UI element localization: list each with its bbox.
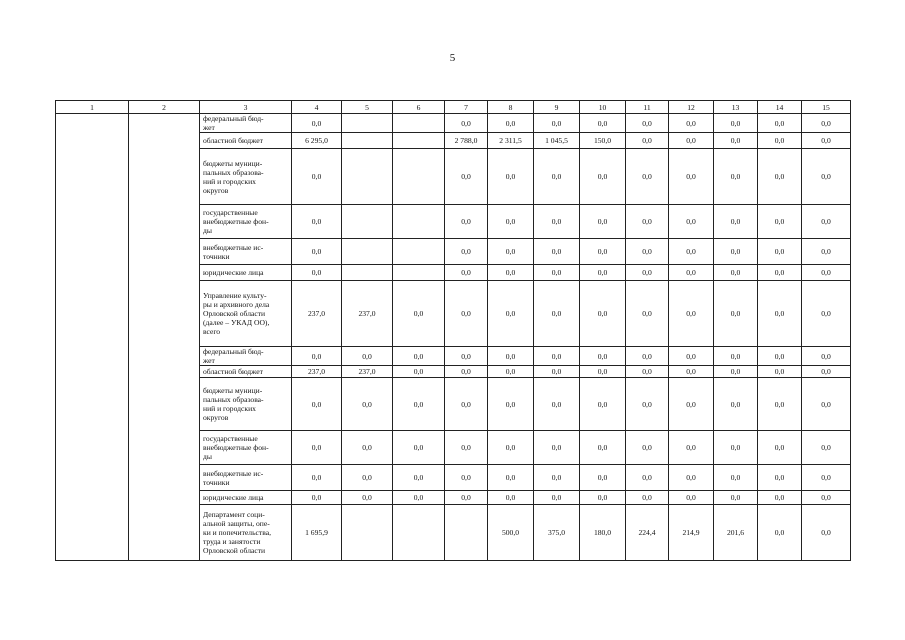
value-cell: 0,0: [580, 149, 626, 205]
value-cell: 0,0: [445, 281, 488, 347]
value-cell: 0,0: [292, 431, 342, 465]
value-cell: 0,0: [626, 465, 669, 491]
value-cell: [393, 505, 445, 561]
value-cell: 0,0: [580, 265, 626, 281]
value-cell: 0,0: [626, 378, 669, 431]
header-cell: 11: [626, 101, 669, 114]
value-cell: 0,0: [580, 491, 626, 505]
value-cell: [342, 239, 393, 265]
value-cell: 0,0: [393, 431, 445, 465]
value-cell: 0,0: [802, 239, 851, 265]
value-cell: [342, 505, 393, 561]
row-label: юридические лица: [200, 265, 292, 281]
header-cell: 13: [714, 101, 758, 114]
value-cell: 0,0: [534, 431, 580, 465]
value-cell: 0,0: [626, 239, 669, 265]
value-cell: [342, 149, 393, 205]
value-cell: 0,0: [488, 239, 534, 265]
value-cell: 0,0: [714, 133, 758, 149]
value-cell: 0,0: [534, 366, 580, 378]
row-label: областной бюджет: [200, 366, 292, 378]
row-label: государственные внебюджетные фон- ды: [200, 205, 292, 239]
value-cell: 237,0: [342, 281, 393, 347]
value-cell: 0,0: [393, 465, 445, 491]
row-label: бюджеты муници- пальных образова- ний и городских округов: [200, 378, 292, 431]
value-cell: 0,0: [445, 205, 488, 239]
value-cell: 0,0: [393, 491, 445, 505]
value-cell: 0,0: [802, 347, 851, 366]
value-cell: 0,0: [626, 205, 669, 239]
value-cell: 0,0: [669, 281, 714, 347]
value-cell: 0,0: [580, 347, 626, 366]
value-cell: 0,0: [488, 366, 534, 378]
value-cell: 0,0: [626, 347, 669, 366]
value-cell: 0,0: [714, 465, 758, 491]
value-cell: 0,0: [802, 133, 851, 149]
value-cell: [342, 205, 393, 239]
value-cell: 0,0: [626, 265, 669, 281]
header-cell: 4: [292, 101, 342, 114]
value-cell: [342, 265, 393, 281]
row-label: областной бюджет: [200, 133, 292, 149]
value-cell: 0,0: [802, 465, 851, 491]
value-cell: 0,0: [534, 239, 580, 265]
value-cell: 150,0: [580, 133, 626, 149]
value-cell: 0,0: [292, 205, 342, 239]
value-cell: 0,0: [714, 366, 758, 378]
row-label: государственные внебюджетные фон- ды: [200, 431, 292, 465]
value-cell: 0,0: [580, 239, 626, 265]
value-cell: 0,0: [758, 265, 802, 281]
value-cell: 0,0: [292, 149, 342, 205]
value-cell: 0,0: [445, 149, 488, 205]
header-cell: 15: [802, 101, 851, 114]
value-cell: 0,0: [758, 281, 802, 347]
value-cell: 0,0: [669, 431, 714, 465]
value-cell: 0,0: [488, 378, 534, 431]
value-cell: 237,0: [292, 281, 342, 347]
value-cell: [393, 149, 445, 205]
value-cell: 201,6: [714, 505, 758, 561]
activity-cell: [129, 114, 200, 561]
value-cell: 0,0: [669, 149, 714, 205]
header-cell: 14: [758, 101, 802, 114]
row-label: Департамент соци- альной защиты, опе- ки и попечительства, труда и занятости Орловской области: [200, 505, 292, 561]
header-cell: 10: [580, 101, 626, 114]
header-cell: 12: [669, 101, 714, 114]
value-cell: 0,0: [445, 366, 488, 378]
value-cell: 0,0: [714, 347, 758, 366]
value-cell: 1 695,9: [292, 505, 342, 561]
value-cell: 0,0: [534, 149, 580, 205]
value-cell: 0,0: [488, 114, 534, 133]
value-cell: 0,0: [669, 366, 714, 378]
value-cell: 0,0: [580, 281, 626, 347]
value-cell: 0,0: [714, 281, 758, 347]
value-cell: 0,0: [488, 281, 534, 347]
value-cell: 0,0: [669, 378, 714, 431]
value-cell: 0,0: [758, 114, 802, 133]
value-cell: 0,0: [626, 491, 669, 505]
row-label: федеральный бюд- жет: [200, 114, 292, 133]
value-cell: 0,0: [669, 465, 714, 491]
value-cell: 0,0: [714, 265, 758, 281]
value-cell: 0,0: [758, 505, 802, 561]
value-cell: 0,0: [802, 114, 851, 133]
value-cell: 0,0: [758, 239, 802, 265]
value-cell: 0,0: [292, 465, 342, 491]
value-cell: 237,0: [342, 366, 393, 378]
value-cell: 0,0: [669, 205, 714, 239]
program-cell: [56, 114, 129, 561]
value-cell: 0,0: [758, 378, 802, 431]
value-cell: 0,0: [758, 465, 802, 491]
value-cell: 180,0: [580, 505, 626, 561]
row-label: Управление культу- ры и архивного дела Орловской области (далее – УКАД ОО), всего: [200, 281, 292, 347]
value-cell: 0,0: [626, 133, 669, 149]
value-cell: 0,0: [714, 205, 758, 239]
value-cell: 0,0: [393, 378, 445, 431]
value-cell: 0,0: [802, 505, 851, 561]
value-cell: 0,0: [758, 205, 802, 239]
table-row: [56, 114, 851, 133]
value-cell: 0,0: [445, 347, 488, 366]
value-cell: [393, 239, 445, 265]
value-cell: 500,0: [488, 505, 534, 561]
value-cell: 0,0: [342, 347, 393, 366]
value-cell: 0,0: [445, 378, 488, 431]
value-cell: 0,0: [626, 431, 669, 465]
value-cell: 0,0: [580, 431, 626, 465]
value-cell: 0,0: [758, 347, 802, 366]
value-cell: 0,0: [669, 239, 714, 265]
value-cell: 0,0: [534, 114, 580, 133]
value-cell: [393, 205, 445, 239]
value-cell: 0,0: [758, 149, 802, 205]
value-cell: [393, 114, 445, 133]
value-cell: 0,0: [626, 366, 669, 378]
row-label: внебюджетные ис- точники: [200, 239, 292, 265]
value-cell: 0,0: [534, 491, 580, 505]
value-cell: 0,0: [292, 347, 342, 366]
value-cell: [342, 133, 393, 149]
header-cell: 3: [200, 101, 292, 114]
value-cell: 0,0: [669, 491, 714, 505]
value-cell: 0,0: [580, 205, 626, 239]
value-cell: 0,0: [292, 114, 342, 133]
value-cell: 0,0: [488, 149, 534, 205]
value-cell: 375,0: [534, 505, 580, 561]
value-cell: 0,0: [534, 265, 580, 281]
value-cell: 0,0: [580, 465, 626, 491]
value-cell: 0,0: [534, 347, 580, 366]
value-cell: 0,0: [393, 281, 445, 347]
value-cell: 0,0: [714, 114, 758, 133]
value-cell: [342, 114, 393, 133]
value-cell: 0,0: [580, 378, 626, 431]
value-cell: 0,0: [488, 265, 534, 281]
header-cell: 8: [488, 101, 534, 114]
value-cell: 0,0: [445, 465, 488, 491]
value-cell: 0,0: [669, 265, 714, 281]
value-cell: [393, 133, 445, 149]
budget-table: [55, 100, 851, 561]
header-cell: 1: [56, 101, 129, 114]
value-cell: 0,0: [534, 205, 580, 239]
row-label: федеральный бюд- жет: [200, 347, 292, 366]
value-cell: 0,0: [488, 491, 534, 505]
value-cell: 0,0: [714, 378, 758, 431]
value-cell: 0,0: [292, 265, 342, 281]
value-cell: 0,0: [626, 281, 669, 347]
value-cell: 0,0: [393, 347, 445, 366]
value-cell: 0,0: [714, 491, 758, 505]
value-cell: 0,0: [758, 431, 802, 465]
value-cell: 6 295,0: [292, 133, 342, 149]
value-cell: [393, 265, 445, 281]
value-cell: 0,0: [342, 431, 393, 465]
header-cell: 6: [393, 101, 445, 114]
value-cell: 0,0: [488, 205, 534, 239]
value-cell: 0,0: [342, 465, 393, 491]
value-cell: 0,0: [445, 265, 488, 281]
page-number: 5: [449, 52, 456, 64]
value-cell: 0,0: [758, 491, 802, 505]
value-cell: 0,0: [714, 431, 758, 465]
value-cell: 2 788,0: [445, 133, 488, 149]
value-cell: 0,0: [445, 491, 488, 505]
row-label: бюджеты муници- пальных образова- ний и городских округов: [200, 149, 292, 205]
value-cell: 0,0: [758, 133, 802, 149]
value-cell: 0,0: [488, 347, 534, 366]
value-cell: 1 045,5: [534, 133, 580, 149]
value-cell: 0,0: [445, 431, 488, 465]
value-cell: 0,0: [669, 347, 714, 366]
value-cell: 237,0: [292, 366, 342, 378]
row-label: юридические лица: [200, 491, 292, 505]
value-cell: [445, 505, 488, 561]
value-cell: 2 311,5: [488, 133, 534, 149]
value-cell: 214,9: [669, 505, 714, 561]
value-cell: 0,0: [342, 378, 393, 431]
value-cell: 0,0: [580, 114, 626, 133]
header-cell: 9: [534, 101, 580, 114]
value-cell: 0,0: [802, 491, 851, 505]
value-cell: 0,0: [802, 431, 851, 465]
value-cell: 0,0: [292, 378, 342, 431]
value-cell: 0,0: [445, 239, 488, 265]
value-cell: 0,0: [802, 265, 851, 281]
value-cell: 0,0: [802, 281, 851, 347]
header-cell: 2: [129, 101, 200, 114]
header-row: [56, 101, 851, 114]
value-cell: 0,0: [580, 366, 626, 378]
value-cell: 0,0: [445, 114, 488, 133]
value-cell: 224,4: [626, 505, 669, 561]
header-cell: 5: [342, 101, 393, 114]
value-cell: 0,0: [714, 149, 758, 205]
value-cell: 0,0: [802, 366, 851, 378]
row-label: внебюджетные ис- точники: [200, 465, 292, 491]
value-cell: 0,0: [669, 133, 714, 149]
value-cell: 0,0: [342, 491, 393, 505]
value-cell: 0,0: [393, 366, 445, 378]
value-cell: 0,0: [669, 114, 714, 133]
value-cell: 0,0: [534, 378, 580, 431]
header-cell: 7: [445, 101, 488, 114]
value-cell: 0,0: [758, 366, 802, 378]
value-cell: 0,0: [802, 378, 851, 431]
value-cell: 0,0: [534, 281, 580, 347]
value-cell: 0,0: [802, 149, 851, 205]
value-cell: 0,0: [626, 114, 669, 133]
value-cell: 0,0: [488, 431, 534, 465]
value-cell: 0,0: [488, 465, 534, 491]
value-cell: 0,0: [292, 491, 342, 505]
value-cell: 0,0: [292, 239, 342, 265]
value-cell: 0,0: [802, 205, 851, 239]
value-cell: 0,0: [626, 149, 669, 205]
value-cell: 0,0: [534, 465, 580, 491]
value-cell: 0,0: [714, 239, 758, 265]
